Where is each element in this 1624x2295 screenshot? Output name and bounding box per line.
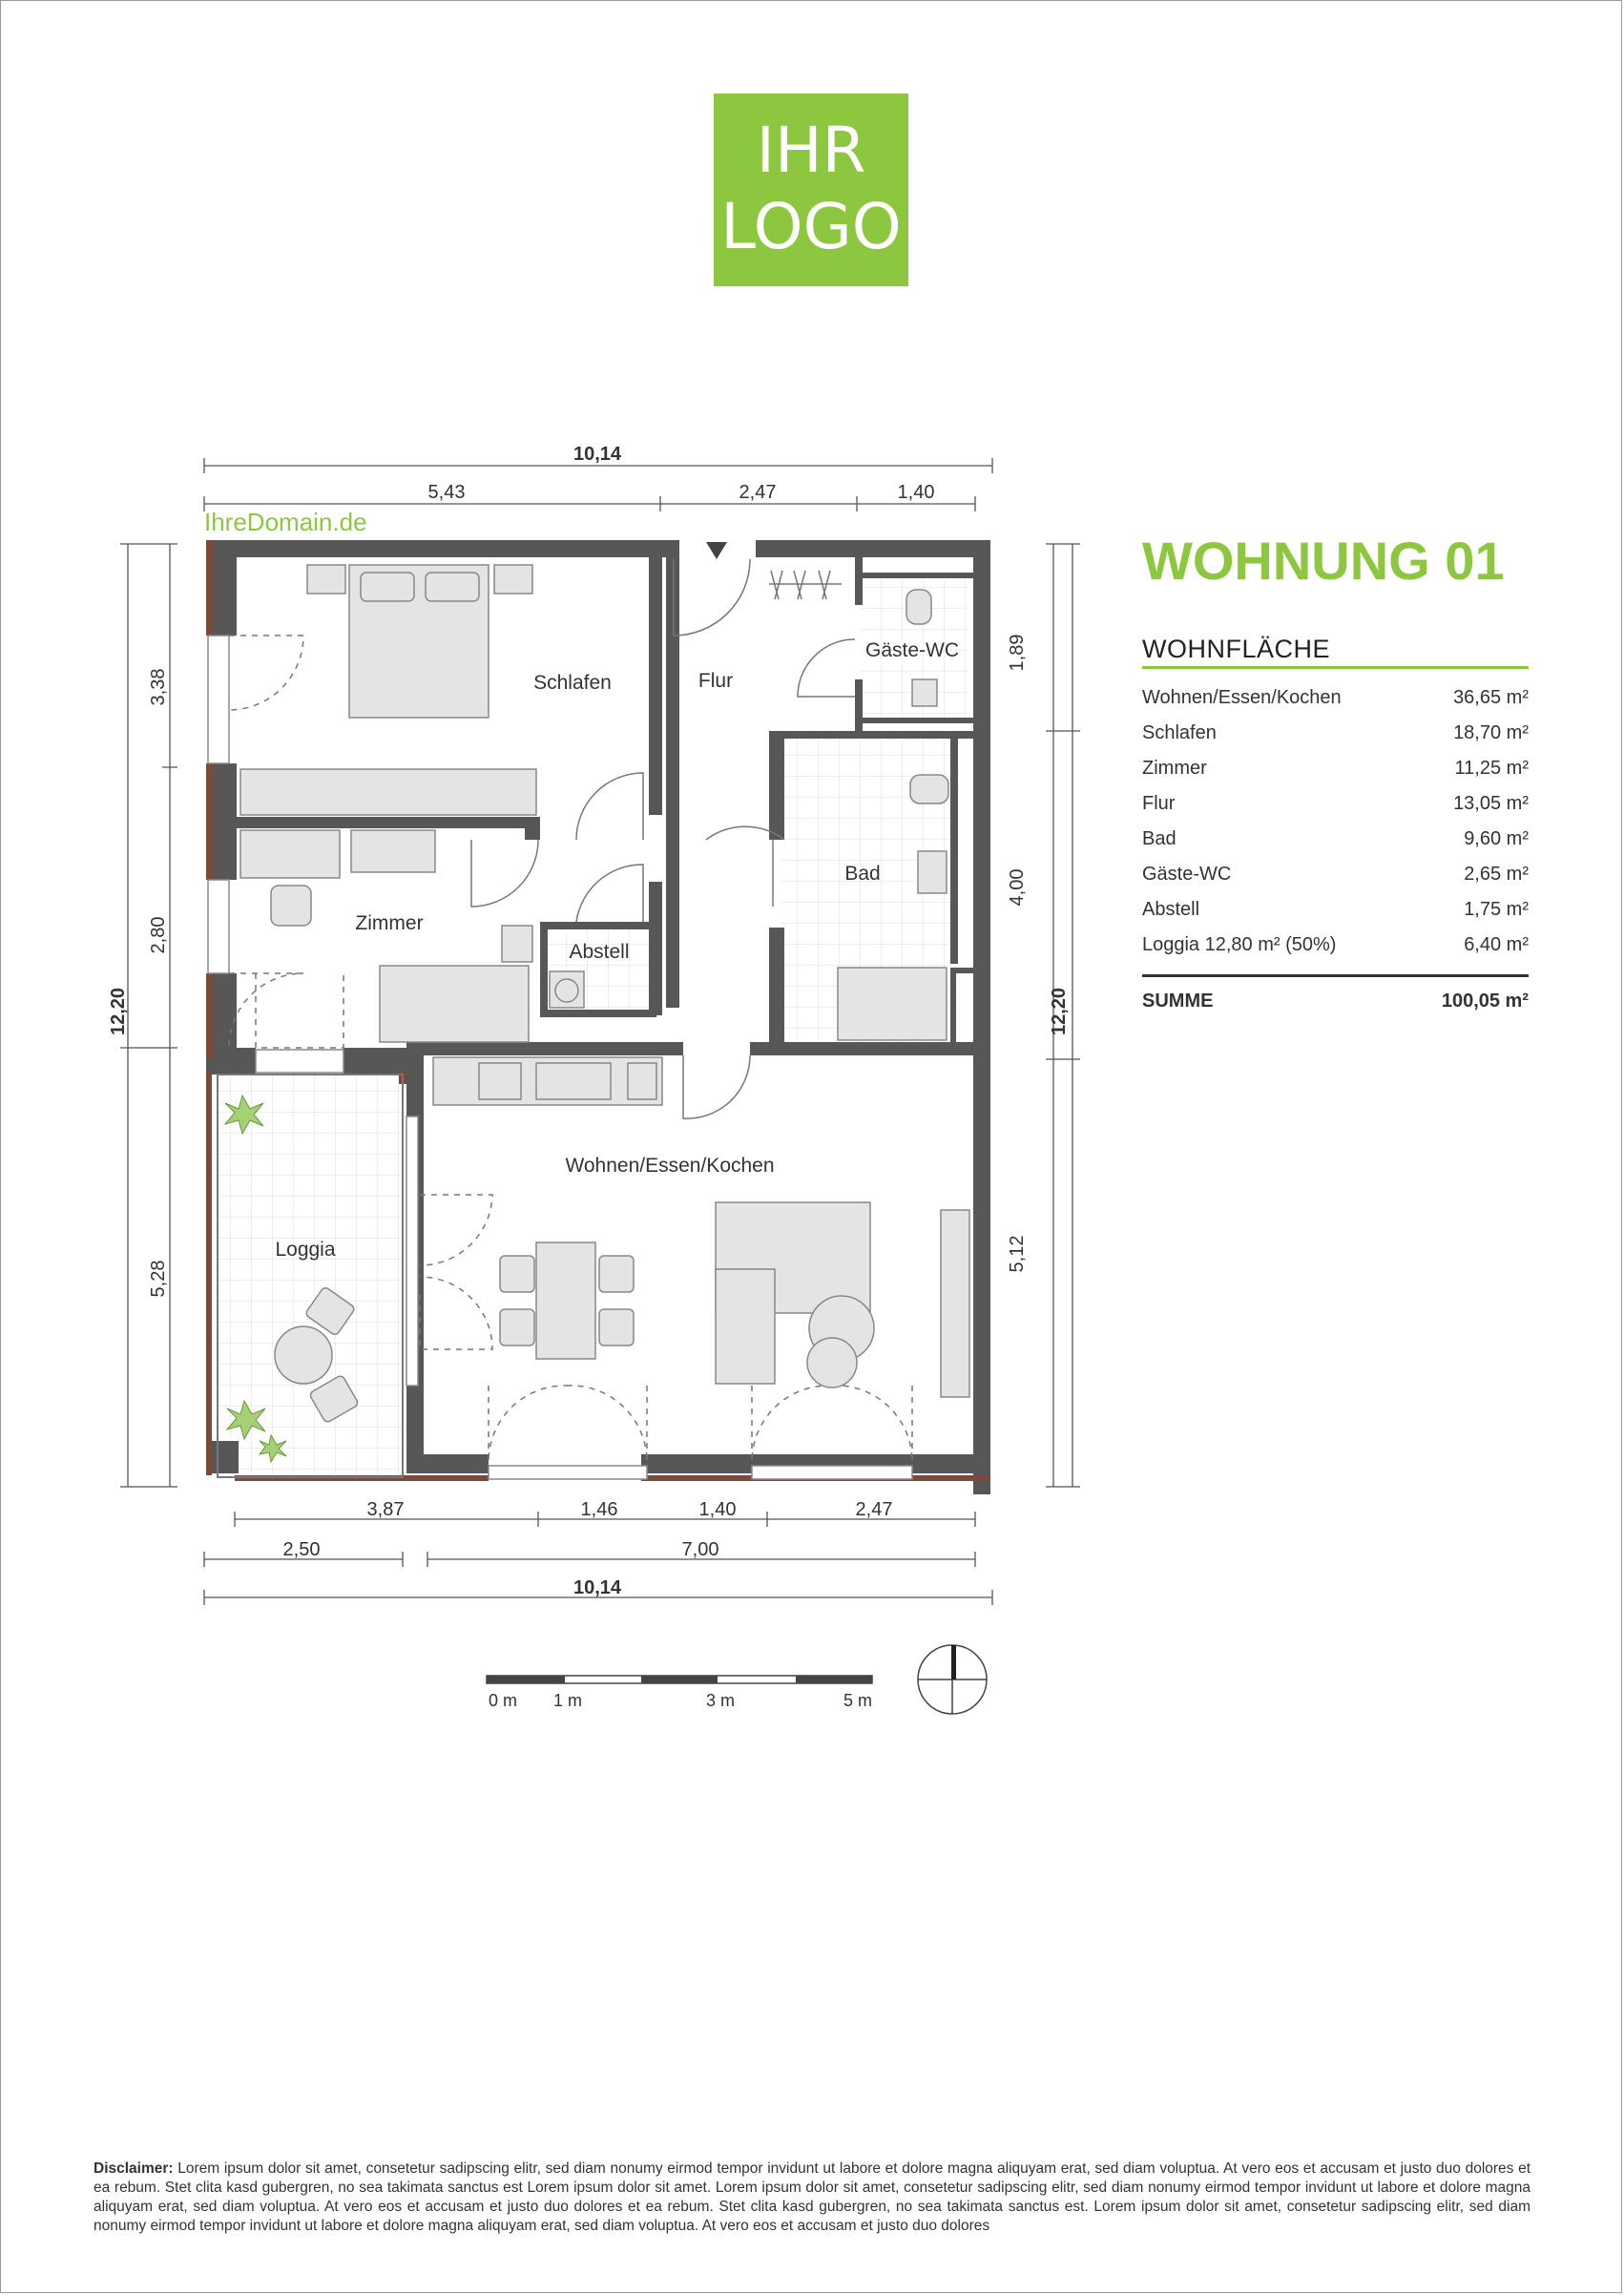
- room-label-flur: Flur: [697, 670, 734, 692]
- wardrobe: [769, 571, 842, 599]
- area-value: 2,65 m²: [1464, 864, 1529, 885]
- area-value: 1,75 m²: [1464, 899, 1529, 920]
- dim-top-3: 1,40: [897, 482, 935, 503]
- area-row: [1142, 928, 1529, 963]
- apartment-title: WOHNUNG 01: [1142, 531, 1505, 591]
- dim-left-1: 3,38: [148, 668, 169, 706]
- area-value: 13,05 m²: [1453, 793, 1529, 814]
- apartment-info: [1142, 530, 1529, 1012]
- dim-right-3: 5,12: [1007, 1235, 1028, 1273]
- dim-bottom-1c: 1,40: [698, 1499, 737, 1520]
- room-label-gaeste-wc: Gäste-WC: [864, 639, 960, 661]
- disclaimer: [94, 2159, 1530, 2236]
- domain-text: IhreDomain.de: [204, 508, 367, 536]
- logo-line-1: IHR: [756, 114, 866, 187]
- dim-bottom-1d: 2,47: [855, 1499, 893, 1520]
- dim-bottom-2a: 2,50: [282, 1539, 321, 1560]
- area-row: [1142, 857, 1529, 892]
- dim-left-3: 5,28: [148, 1260, 169, 1298]
- dim-right-1: 1,89: [1007, 634, 1028, 672]
- area-value: 18,70 m²: [1453, 722, 1529, 743]
- room-label-abstell: Abstell: [569, 941, 630, 963]
- disclaimer-label: Disclaimer:: [94, 2160, 174, 2177]
- scale-bar: [487, 1676, 872, 1710]
- area-table: [1142, 680, 1529, 963]
- dim-right-total: 12,20: [1049, 987, 1070, 1036]
- area-label: Abstell: [1142, 899, 1200, 920]
- dim-right-2: 4,00: [1007, 868, 1028, 907]
- scale-label-0: 0 m: [489, 1691, 518, 1710]
- area-row: [1142, 716, 1529, 751]
- area-row: [1142, 751, 1529, 786]
- logo-line-2: LOGO: [720, 190, 902, 263]
- dim-top-2: 2,47: [739, 482, 777, 503]
- north-arrow-icon: [918, 1645, 987, 1714]
- area-label: Flur: [1142, 793, 1176, 814]
- area-row: [1142, 786, 1529, 822]
- area-label: Gäste-WC: [1142, 864, 1232, 885]
- scale-label-1: 1 m: [553, 1691, 583, 1710]
- dim-top-total: 10,14: [573, 444, 622, 465]
- room-label-loggia: Loggia: [275, 1239, 336, 1261]
- area-label: Loggia 12,80 m² (50%): [1142, 934, 1337, 955]
- area-label: Schlafen: [1142, 722, 1217, 743]
- area-value: 6,40 m²: [1464, 934, 1529, 955]
- area-heading: WOHNFLÄCHE: [1142, 635, 1529, 669]
- room-label-bad: Bad: [844, 863, 881, 885]
- room-label-zimmer: Zimmer: [355, 912, 424, 934]
- room-label-wohnen: Wohnen/Essen/Kochen: [565, 1155, 775, 1177]
- entrance-arrow-icon: [706, 542, 727, 559]
- area-label: Wohnen/Essen/Kochen: [1142, 687, 1342, 708]
- area-sum-row: [1142, 974, 1529, 1012]
- dim-left-2: 2,80: [148, 916, 169, 954]
- dim-bottom-2b: 7,00: [681, 1539, 719, 1560]
- area-label: Zimmer: [1142, 758, 1207, 779]
- area-label: Bad: [1142, 828, 1176, 849]
- dim-bottom-1a: 3,87: [366, 1499, 405, 1520]
- area-value: 9,60 m²: [1464, 828, 1529, 849]
- dim-bottom-total: 10,14: [573, 1577, 622, 1598]
- area-row: [1142, 822, 1529, 857]
- room-label-schlafen: Schlafen: [533, 672, 612, 694]
- dim-top-1: 5,43: [427, 482, 466, 503]
- area-value: 11,25 m²: [1454, 758, 1529, 779]
- disclaimer-text: Lorem ipsum dolor sit amet, consetetur sadipscing elitr, sed diam nonumy eirmod tempor invidunt ut labore et dolore magna aliquyam erat, sed diam voluptua. At vero eos et accusam et justo duo dolores et ea rebum. Stet clita kasd gubergren, no sea takimata sanctus est Lorem ipsum dolor sit amet. Lorem ipsum dolor sit amet, consetetur sadipscing elitr, sed diam nonumy eirmod tempor invidunt ut labore et dolore magna aliquyam erat, sed diam voluptua. At vero eos et accusam et justo duo dolores et ea rebum. Stet clita kasd gubergren, no sea takimata sanctus est. Lorem ipsum dolor sit amet, consetetur sadipscing elitr, sed diam nonumy eirmod tempor invidunt ut labore et dolore magna aliquyam erat, sed diam voluptua. At vero eos et accusam et justo duo dolores: [94, 2160, 1530, 2234]
- dim-bottom-1b: 1,46: [580, 1499, 618, 1520]
- area-value: 36,65 m²: [1453, 687, 1529, 708]
- area-sum-label: SUMME: [1142, 991, 1214, 1012]
- area-sum-value: 100,05 m²: [1441, 991, 1529, 1012]
- scale-label-3: 3 m: [706, 1691, 736, 1710]
- area-row: [1142, 680, 1529, 716]
- scale-label-5: 5 m: [843, 1691, 873, 1710]
- dim-left-total: 12,20: [108, 987, 129, 1036]
- area-row: [1142, 892, 1529, 928]
